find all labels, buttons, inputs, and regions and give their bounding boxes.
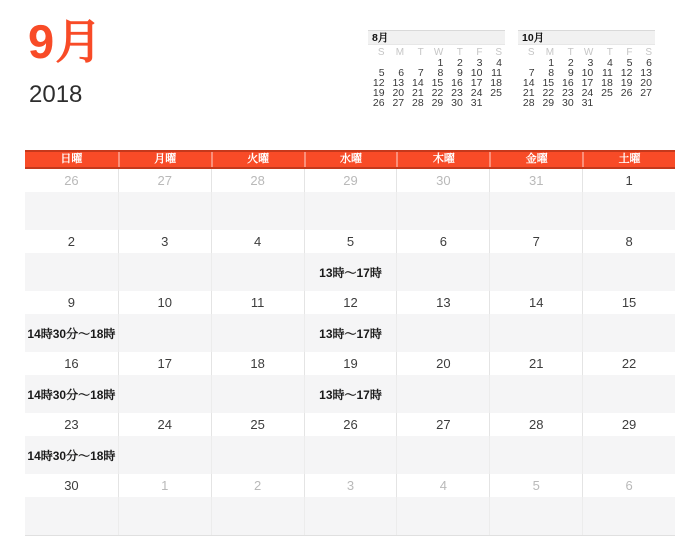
month-grid: [25, 150, 675, 536]
day-event-cell: [118, 192, 211, 230]
day-event-cell: [304, 314, 397, 352]
day-event-cell: [396, 314, 489, 352]
day-event-cell: [489, 314, 582, 352]
mini-date: 15: [431, 77, 444, 89]
mini-dow-letter: W: [433, 47, 444, 58]
day-event-cell: [582, 192, 675, 230]
week-row: [25, 291, 675, 352]
mini-date: 2: [457, 57, 463, 69]
day-event-cell: [396, 436, 489, 474]
mini-date: 21: [522, 87, 535, 99]
mini-date: 8: [548, 67, 555, 79]
day-event-cell: [489, 192, 582, 230]
day-cell[interactable]: 28: [489, 413, 582, 436]
mini-date: 25: [601, 87, 613, 99]
day-cell[interactable]: 6: [582, 474, 675, 497]
mini-date: 23: [451, 87, 463, 99]
day-cell[interactable]: 7: [489, 230, 582, 253]
day-event-cell: [25, 375, 118, 413]
event-band: [25, 253, 675, 291]
day-event-cell: [489, 436, 582, 474]
mini-date: 13: [640, 67, 652, 79]
mini-date: 5: [378, 67, 385, 79]
mini-date: 6: [646, 57, 652, 69]
day-cell[interactable]: 10: [118, 291, 211, 314]
day-cell[interactable]: 6: [396, 230, 489, 253]
day-event-cell: [304, 253, 397, 291]
mini-week-row: [518, 98, 655, 108]
day-cell[interactable]: 24: [118, 413, 211, 436]
day-cell[interactable]: 23: [64, 417, 79, 432]
day-cell[interactable]: 14: [489, 291, 582, 314]
day-cell[interactable]: 30: [64, 478, 79, 493]
day-event-cell: [489, 253, 582, 291]
date-band: [25, 413, 675, 436]
day-cell[interactable]: 9: [67, 295, 76, 310]
day-cell[interactable]: 26: [304, 413, 397, 436]
date-band: [25, 230, 675, 253]
day-event-cell: [118, 375, 211, 413]
day-cell[interactable]: 22: [582, 352, 675, 375]
mini-date: 9: [567, 67, 574, 79]
mini-date: 4: [496, 57, 502, 69]
mini-date: 24: [470, 87, 483, 99]
day-event-cell: [211, 497, 304, 535]
day-cell[interactable]: 27: [396, 413, 489, 436]
weekday-header: 木曜: [396, 152, 489, 167]
date-band: [25, 352, 675, 375]
day-event-cell: [396, 497, 489, 535]
event-label[interactable]: 14時30分〜18時: [27, 448, 116, 463]
day-cell[interactable]: 3: [304, 474, 397, 497]
mini-date: 16: [451, 77, 463, 89]
day-event-cell: [25, 436, 118, 474]
day-event-cell: [304, 375, 397, 413]
day-event-cell: [396, 253, 489, 291]
week-row: [25, 474, 675, 536]
mini-dow-letter: S: [495, 47, 502, 58]
mini-date: 2: [567, 57, 574, 69]
weekday-header-row: [25, 150, 675, 169]
day-cell[interactable]: 4: [396, 474, 489, 497]
day-cell[interactable]: 18: [211, 352, 304, 375]
event-band: [25, 314, 675, 352]
mini-date: 5: [626, 57, 633, 69]
mini-calendar-title: 8月: [368, 30, 505, 45]
mini-calendar-next-month: [518, 30, 655, 108]
day-cell[interactable]: 21: [489, 352, 582, 375]
day-cell[interactable]: 3: [118, 230, 211, 253]
mini-date: 20: [640, 77, 652, 89]
mini-calendar-prev-month: [368, 30, 505, 108]
mini-date: 27: [392, 97, 405, 109]
mini-date: 26: [620, 87, 633, 99]
mini-date: 18: [490, 77, 502, 89]
mini-date: 12: [372, 77, 385, 89]
mini-date: 20: [392, 87, 405, 99]
mini-dow-letter: T: [606, 47, 613, 58]
mini-date: [616, 98, 636, 108]
mini-calendar-title: 10月: [518, 30, 655, 45]
mini-date: 1: [437, 57, 444, 69]
day-cell[interactable]: 11: [211, 291, 304, 314]
mini-date: 31: [581, 97, 594, 109]
event-label[interactable]: 13時〜17時: [319, 326, 382, 341]
day-cell[interactable]: 31: [489, 169, 582, 192]
week-row: [25, 169, 675, 230]
day-event-cell: [304, 436, 397, 474]
day-event-cell: [582, 497, 675, 535]
mini-dow-letter: S: [377, 47, 385, 58]
mini-date: 15: [542, 77, 555, 89]
mini-date: 28: [522, 97, 535, 109]
event-band: [25, 375, 675, 413]
mini-dow-letter: M: [395, 47, 405, 58]
mini-date: 3: [587, 57, 594, 69]
week-row: [25, 230, 675, 291]
day-event-cell: [489, 375, 582, 413]
day-cell[interactable]: 12: [304, 291, 397, 314]
mini-date: [596, 98, 616, 108]
day-event-cell: [118, 314, 211, 352]
mini-date: 11: [601, 67, 613, 79]
day-event-cell: [25, 192, 118, 230]
day-cell[interactable]: 25: [211, 413, 304, 436]
day-cell[interactable]: 20: [396, 352, 489, 375]
mini-date: 21: [412, 87, 424, 99]
mini-date: 19: [372, 87, 385, 99]
mini-date: 3: [476, 57, 483, 69]
mini-date: 18: [601, 77, 613, 89]
day-cell[interactable]: 29: [304, 169, 397, 192]
mini-date: 11: [491, 67, 502, 79]
event-band: [25, 192, 675, 230]
day-event-cell: [396, 375, 489, 413]
mini-date: 24: [581, 87, 594, 99]
day-cell[interactable]: 1: [582, 169, 675, 192]
day-event-cell: [118, 253, 211, 291]
mini-date: 1: [548, 57, 555, 69]
mini-date: 25: [490, 87, 502, 99]
day-cell[interactable]: 5: [489, 474, 582, 497]
day-event-cell: [25, 253, 118, 291]
event-label[interactable]: 13時〜17時: [319, 265, 382, 280]
week-row: [25, 413, 675, 474]
day-event-cell: [118, 497, 211, 535]
day-cell[interactable]: 30: [396, 169, 489, 192]
date-band: [25, 291, 675, 314]
mini-date: 29: [542, 97, 555, 109]
mini-date: 8: [437, 67, 444, 79]
event-label[interactable]: 14時30分〜18時: [27, 326, 116, 341]
mini-dow-letter: T: [567, 47, 574, 58]
mini-dow-letter: T: [417, 47, 424, 58]
mini-date: 31: [470, 97, 483, 109]
day-cell[interactable]: 15: [582, 291, 675, 314]
day-cell[interactable]: 13: [396, 291, 489, 314]
mini-date: [635, 98, 655, 108]
day-cell[interactable]: 4: [211, 230, 304, 253]
day-event-cell: [304, 497, 397, 535]
mini-dow-letter: S: [645, 47, 652, 58]
weekday-header: 金曜: [489, 152, 582, 167]
mini-date: 7: [528, 67, 535, 79]
mini-date: 26: [372, 97, 385, 109]
day-event-cell: [582, 314, 675, 352]
weekday-header: 土曜: [582, 152, 675, 167]
day-cell[interactable]: 19: [304, 352, 397, 375]
day-event-cell: [582, 436, 675, 474]
weekday-header: 火曜: [211, 152, 304, 167]
mini-dow-letter: M: [545, 47, 555, 58]
mini-date: 9: [457, 67, 463, 79]
mini-date: 10: [581, 67, 594, 79]
day-cell[interactable]: 28: [211, 169, 304, 192]
event-label[interactable]: 14時30分〜18時: [27, 387, 116, 402]
mini-date: 30: [451, 97, 463, 109]
day-cell[interactable]: 27: [118, 169, 211, 192]
day-event-cell: [304, 192, 397, 230]
mini-date: 17: [581, 77, 594, 89]
day-event-cell: [396, 192, 489, 230]
day-cell[interactable]: 5: [304, 230, 397, 253]
mini-date: 16: [562, 77, 574, 89]
day-event-cell: [211, 314, 304, 352]
day-event-cell: [211, 192, 304, 230]
day-event-cell: [118, 436, 211, 474]
day-cell[interactable]: 2: [211, 474, 304, 497]
mini-date: 12: [620, 67, 633, 79]
mini-dow-letter: F: [626, 47, 633, 58]
mini-date: 13: [392, 77, 405, 89]
date-band: [25, 169, 675, 192]
mini-week-row: [368, 98, 505, 108]
day-event-cell: [211, 375, 304, 413]
mini-date: 30: [562, 97, 574, 109]
mini-date: 23: [562, 87, 574, 99]
mini-date: 29: [431, 97, 444, 109]
mini-date: 27: [640, 87, 652, 99]
page-year: 2018: [29, 81, 83, 108]
day-event-cell: [211, 436, 304, 474]
day-cell[interactable]: 2: [67, 234, 76, 249]
day-cell[interactable]: 8: [582, 230, 675, 253]
mini-date: 28: [412, 97, 424, 109]
mini-date: 14: [412, 77, 424, 89]
mini-date: 7: [417, 67, 424, 79]
mini-date: 22: [431, 87, 444, 99]
day-cell[interactable]: 1: [118, 474, 211, 497]
mini-date: 17: [470, 77, 483, 89]
day-cell[interactable]: 29: [582, 413, 675, 436]
mini-dow-letter: T: [456, 47, 463, 58]
mini-date: 19: [620, 77, 633, 89]
day-event-cell: [211, 253, 304, 291]
page-title: 9月: [28, 15, 104, 68]
mini-date: 14: [522, 77, 535, 89]
day-event-cell: [489, 497, 582, 535]
day-event-cell: [582, 375, 675, 413]
day-cell[interactable]: 17: [118, 352, 211, 375]
event-label[interactable]: 13時〜17時: [319, 387, 382, 402]
weekday-header: 日曜: [60, 153, 83, 165]
mini-date: 10: [470, 67, 483, 79]
date-band: [25, 474, 675, 497]
header-area: [0, 0, 700, 150]
day-event-cell: [25, 314, 118, 352]
day-cell[interactable]: 26: [64, 173, 79, 188]
mini-dow-letter: F: [476, 47, 483, 58]
event-band: [25, 497, 675, 536]
weekday-header: 月曜: [118, 152, 211, 167]
mini-date: 6: [398, 67, 405, 79]
week-row: [25, 352, 675, 413]
day-event-cell: [25, 497, 118, 535]
mini-date: [485, 98, 505, 108]
mini-dow-letter: S: [527, 47, 535, 58]
day-event-cell: [582, 253, 675, 291]
mini-dow-letter: W: [583, 47, 594, 58]
weekday-header: 水曜: [304, 152, 397, 167]
event-band: [25, 436, 675, 474]
mini-date: 22: [542, 87, 555, 99]
day-cell[interactable]: 16: [64, 356, 79, 371]
mini-date: 4: [607, 57, 613, 69]
